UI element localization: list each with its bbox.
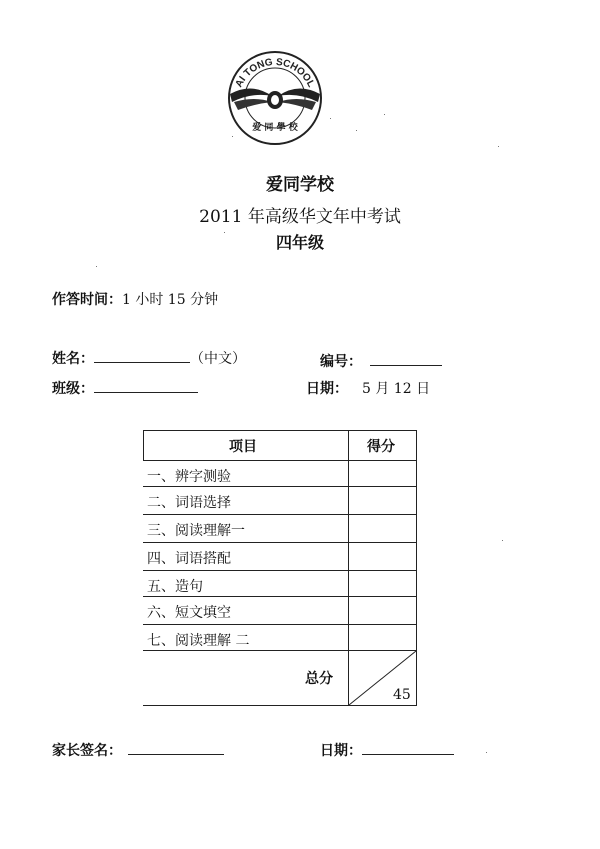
number-blank[interactable] — [370, 351, 442, 366]
duration-label: 作答时间： — [52, 292, 122, 308]
footer-date-label: 日期： — [320, 743, 362, 759]
name-label: 姓名： — [52, 351, 94, 367]
table-row-2: 二、词语选择 — [147, 495, 231, 511]
logo-bottom-text: 爱 同 學 校 — [252, 123, 298, 133]
parent-signature-blank[interactable] — [128, 740, 224, 755]
footer-date-field — [320, 740, 454, 760]
total-max-score: 45 — [393, 687, 411, 703]
table-row-1: 一、辨字测验 — [147, 469, 231, 485]
name-field — [52, 348, 246, 368]
date-field — [306, 378, 430, 398]
score-table — [143, 430, 417, 706]
school-crest-icon — [222, 42, 328, 148]
grade-title: 四年级 — [275, 233, 324, 252]
parent-signature-field — [52, 740, 224, 760]
col-header-score: 得分 — [367, 439, 395, 455]
class-field — [52, 378, 198, 398]
duration-value: 1 小时 15 分钟 — [122, 292, 219, 308]
exam-title: 2011 年高级华文年中考试 — [199, 207, 401, 227]
class-label: 班级： — [52, 381, 94, 397]
parent-signature-label: 家长签名： — [52, 743, 122, 759]
class-blank[interactable] — [94, 378, 198, 393]
name-blank[interactable] — [94, 348, 190, 363]
table-row-3: 三、阅读理解一 — [147, 523, 245, 539]
date-value: 5 月 12 日 — [362, 381, 431, 397]
footer-date-blank[interactable] — [362, 740, 454, 755]
col-header-item: 项目 — [229, 439, 257, 455]
school-logo — [222, 42, 328, 148]
exam-duration — [52, 289, 218, 309]
number-field — [320, 351, 442, 371]
table-row-6: 六、短文填空 — [147, 605, 231, 621]
date-label: 日期： — [306, 381, 348, 397]
name-suffix: （中文） — [190, 351, 246, 367]
school-name: 爱同学校 — [266, 175, 334, 195]
table-row-7: 七、阅读理解 二 — [147, 633, 250, 649]
logo-arc-text: AI TONG SCHOOL — [233, 56, 317, 90]
total-label: 总分 — [305, 671, 333, 687]
table-row-5: 五、造句 — [147, 579, 203, 595]
number-label: 编号： — [320, 354, 362, 370]
table-row-4: 四、词语搭配 — [147, 551, 231, 567]
